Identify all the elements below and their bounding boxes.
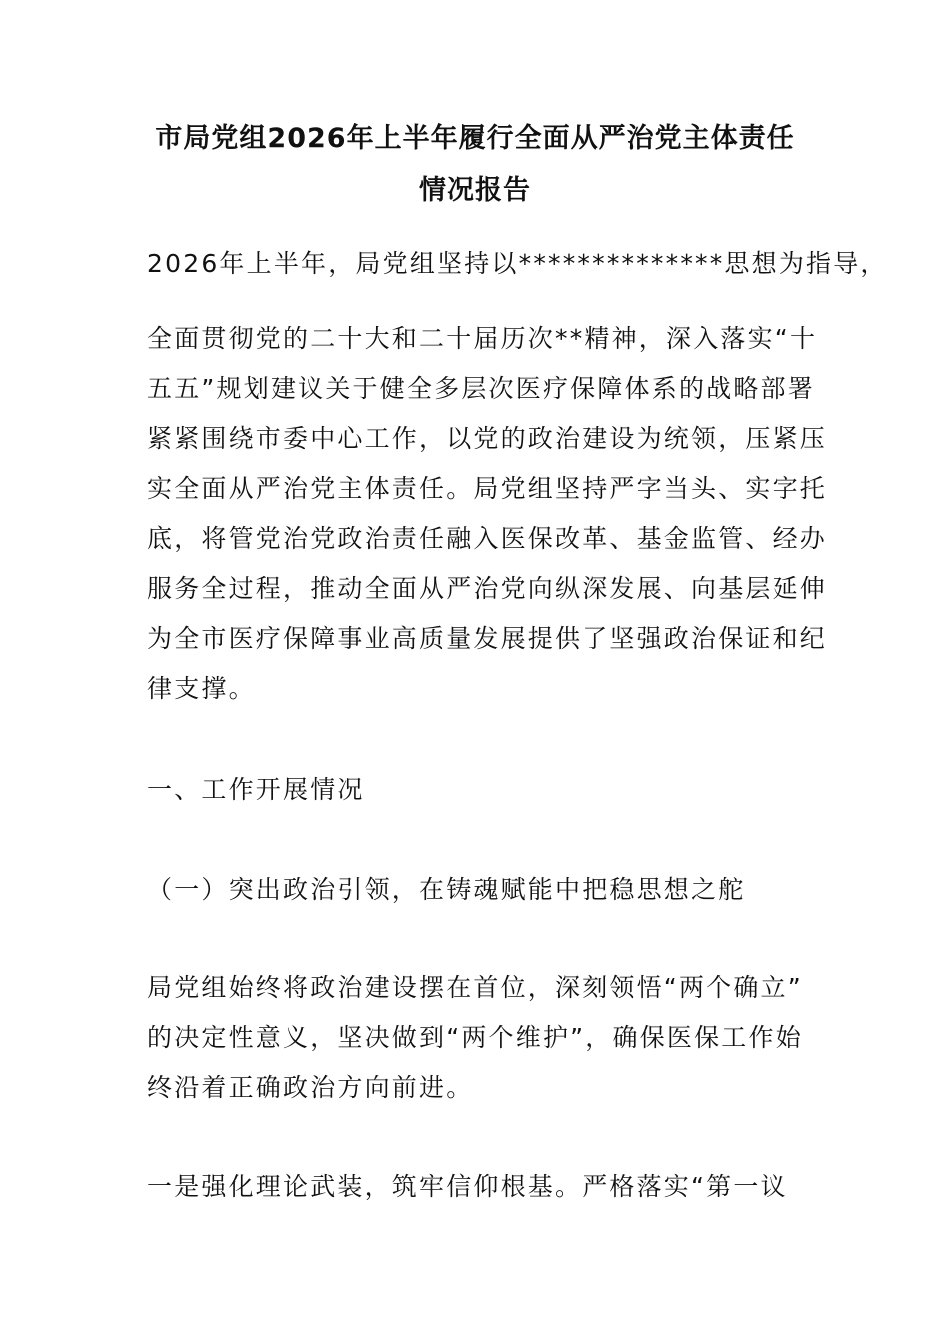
- document-title-line-1: 市局党组2026年上半年履行全面从严治党主体责任: [155, 123, 795, 154]
- section-heading: 一、工作开展情况: [147, 775, 365, 804]
- intro-line-1: 2026年上半年，局党组坚持以**************思想为指导，: [147, 249, 888, 278]
- intro-line-6: 底，将管党治党政治责任融入医保改革、基金监管、经办: [147, 524, 828, 553]
- paragraph-2-line-3: 终沿着正确政治方向前进。: [147, 1073, 474, 1102]
- document-title-line-2: 情况报告: [419, 175, 531, 206]
- intro-line-4: 紧紧围绕市委中心工作，以党的政治建设为统领，压紧压: [147, 424, 828, 453]
- intro-line-5: 实全面从严治党主体责任。局党组坚持严字当头、实字托: [147, 474, 828, 503]
- paragraph-3-line-1: 一是强化理论武装，筑牢信仰根基。严格落实“第一议: [147, 1172, 788, 1201]
- paragraph-2-line-1: 局党组始终将政治建设摆在首位，深刻领悟“两个确立”: [147, 973, 803, 1002]
- intro-line-7: 服务全过程，推动全面从严治党向纵深发展、向基层延伸: [147, 574, 828, 603]
- paragraph-2-line-2: 的决定性意义，坚决做到“两个维护”，确保医保工作始: [147, 1023, 803, 1052]
- intro-line-8: 为全市医疗保障事业高质量发展提供了坚强政治保证和纪: [147, 624, 828, 653]
- intro-line-2: 全面贯彻党的二十大和二十届历次**精神，深入落实“十: [147, 324, 818, 353]
- subsection-heading: （一）突出政治引领，在铸魂赋能中把稳思想之舵: [147, 875, 746, 904]
- intro-line-9: 律支撑。: [147, 674, 256, 703]
- intro-line-3: 五五”规划建议关于健全多层次医疗保障体系的战略部署: [147, 374, 815, 403]
